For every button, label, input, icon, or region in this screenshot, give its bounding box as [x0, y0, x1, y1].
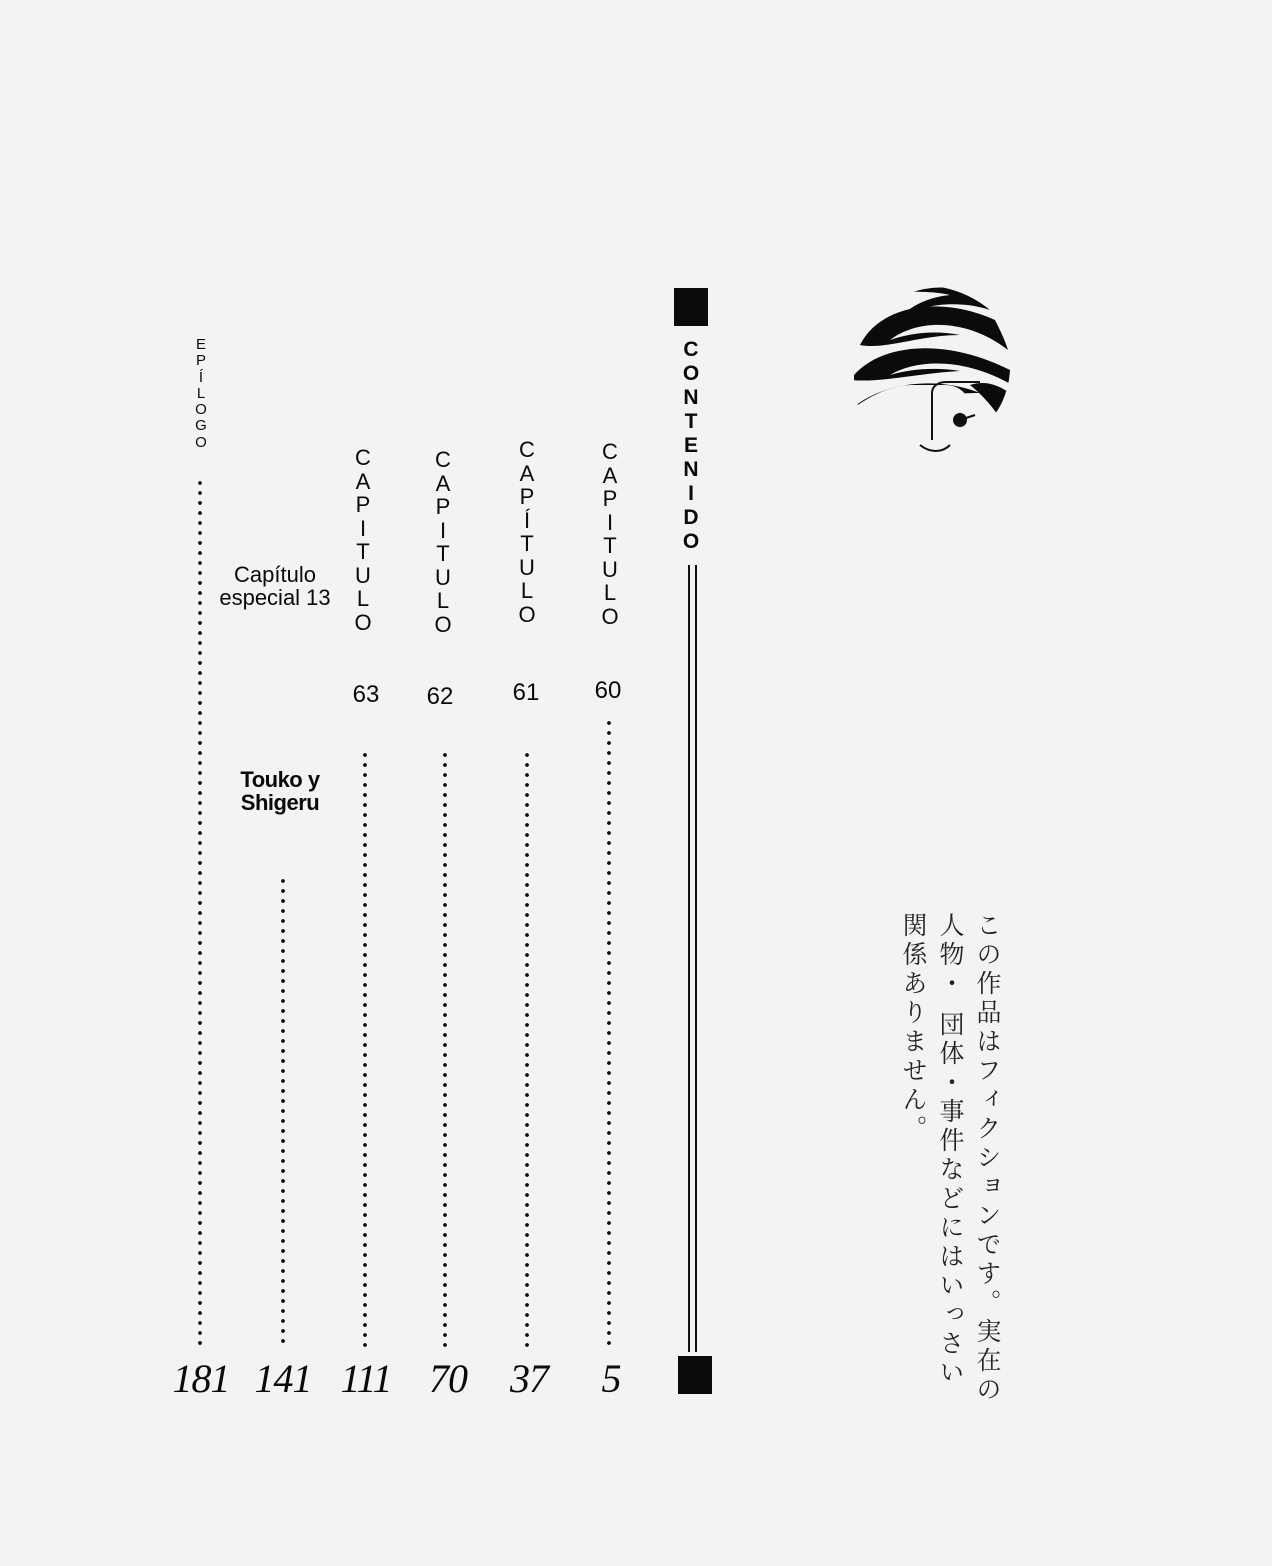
stacked-letter: I	[439, 517, 447, 543]
contents-title	[678, 338, 704, 554]
stacked-letter: T	[356, 539, 370, 564]
page-number-63[interactable]: 111	[340, 1356, 392, 1401]
page-number-62[interactable]: 70	[429, 1356, 467, 1401]
stacked-letter: L	[436, 588, 450, 613]
stacked-letter: L	[356, 586, 370, 611]
stacked-letter: O	[195, 401, 207, 419]
dot-leader-special	[281, 876, 285, 1348]
stacked-letter: I	[688, 482, 694, 505]
contents-bottom-square	[678, 1356, 712, 1394]
stacked-letter: U	[435, 564, 451, 590]
special-chapter-subtitle	[220, 768, 340, 814]
stacked-letter: T	[436, 541, 450, 566]
stacked-letter: D	[683, 506, 699, 529]
stacked-letter: C	[683, 338, 699, 361]
stacked-letter: C	[435, 447, 451, 472]
stacked-letter: U	[519, 554, 535, 580]
chapter-number-62: 62	[426, 683, 454, 710]
special-chapter-label-line2: especial 13	[219, 585, 331, 610]
chapter-label-60	[597, 440, 623, 628]
dot-leader-60	[607, 718, 611, 1348]
stacked-letter: N	[683, 386, 699, 409]
stacked-letter: Í	[523, 507, 531, 533]
stacked-letter: P	[519, 484, 535, 509]
page-number-60[interactable]: 5	[601, 1356, 621, 1401]
chapter-number-63: 63	[352, 681, 380, 708]
stacked-letter: N	[683, 458, 699, 481]
stacked-letter: U	[355, 562, 371, 588]
contents-top-square	[674, 288, 708, 326]
epilogue-label	[190, 337, 212, 451]
stacked-letter: P	[195, 352, 206, 370]
dot-leader-62	[443, 750, 447, 1348]
stacked-letter: L	[520, 578, 534, 603]
dot-leader-63	[363, 750, 367, 1348]
page-number-61[interactable]: 37	[510, 1356, 548, 1401]
special-chapter-subtitle-line1: Touko y	[240, 767, 320, 792]
stacked-letter: A	[435, 470, 451, 496]
dot-leader-epilogue	[198, 478, 202, 1348]
special-chapter-label-line1: Capítulo	[234, 562, 316, 587]
stacked-letter: O	[434, 611, 452, 637]
stacked-letter: O	[682, 362, 700, 385]
stacked-letter: A	[519, 460, 535, 486]
contents-rule-left	[688, 565, 690, 1352]
page-number-special[interactable]: 141	[254, 1356, 312, 1401]
contents-rule-right	[695, 565, 697, 1352]
stacked-letter: O	[354, 609, 372, 635]
chapter-label-61	[514, 438, 540, 626]
stacked-letter: G	[195, 417, 207, 435]
disclaimer-line1: この作品はフィクションです。実在の人物・	[936, 912, 1002, 1405]
special-chapter-label	[205, 563, 345, 609]
stacked-letter: O	[601, 603, 619, 629]
stacked-letter: C	[519, 437, 535, 462]
chapter-number-61: 61	[512, 679, 540, 706]
stacked-letter: E	[683, 434, 698, 457]
dot-leader-61	[525, 750, 529, 1348]
stacked-letter: P	[355, 492, 371, 517]
stacked-letter: T	[520, 531, 534, 556]
disclaimer	[895, 912, 1006, 1412]
disclaimer-line2: 団体・事件などにはいっさい関係ありません。	[899, 912, 965, 1388]
stacked-letter: T	[603, 533, 617, 558]
stacked-letter: I	[606, 509, 614, 535]
stacked-letter: T	[684, 410, 698, 433]
stacked-letter: Í	[198, 368, 204, 386]
chapter-label-62	[430, 448, 456, 636]
stacked-letter: L	[603, 580, 617, 605]
stacked-letter: O	[682, 530, 700, 553]
stacked-letter: P	[602, 486, 618, 511]
stacked-letter: A	[355, 468, 371, 494]
stacked-letter: O	[195, 433, 207, 451]
stacked-letter: I	[359, 515, 367, 541]
stacked-letter: L	[196, 384, 206, 402]
special-chapter-subtitle-line2: Shigeru	[240, 790, 320, 815]
stacked-letter: P	[435, 494, 451, 519]
stacked-letter: U	[602, 556, 618, 582]
stacked-letter: C	[355, 445, 371, 470]
stacked-letter: A	[602, 462, 618, 488]
stacked-letter: E	[195, 336, 206, 353]
stacked-letter: O	[518, 601, 536, 627]
stylized-face-logo-icon	[850, 285, 1015, 460]
chapter-number-60: 60	[594, 677, 622, 704]
chapter-label-63	[350, 446, 376, 634]
stacked-letter: C	[602, 439, 618, 464]
page-number-epilogue[interactable]: 181	[172, 1356, 230, 1401]
